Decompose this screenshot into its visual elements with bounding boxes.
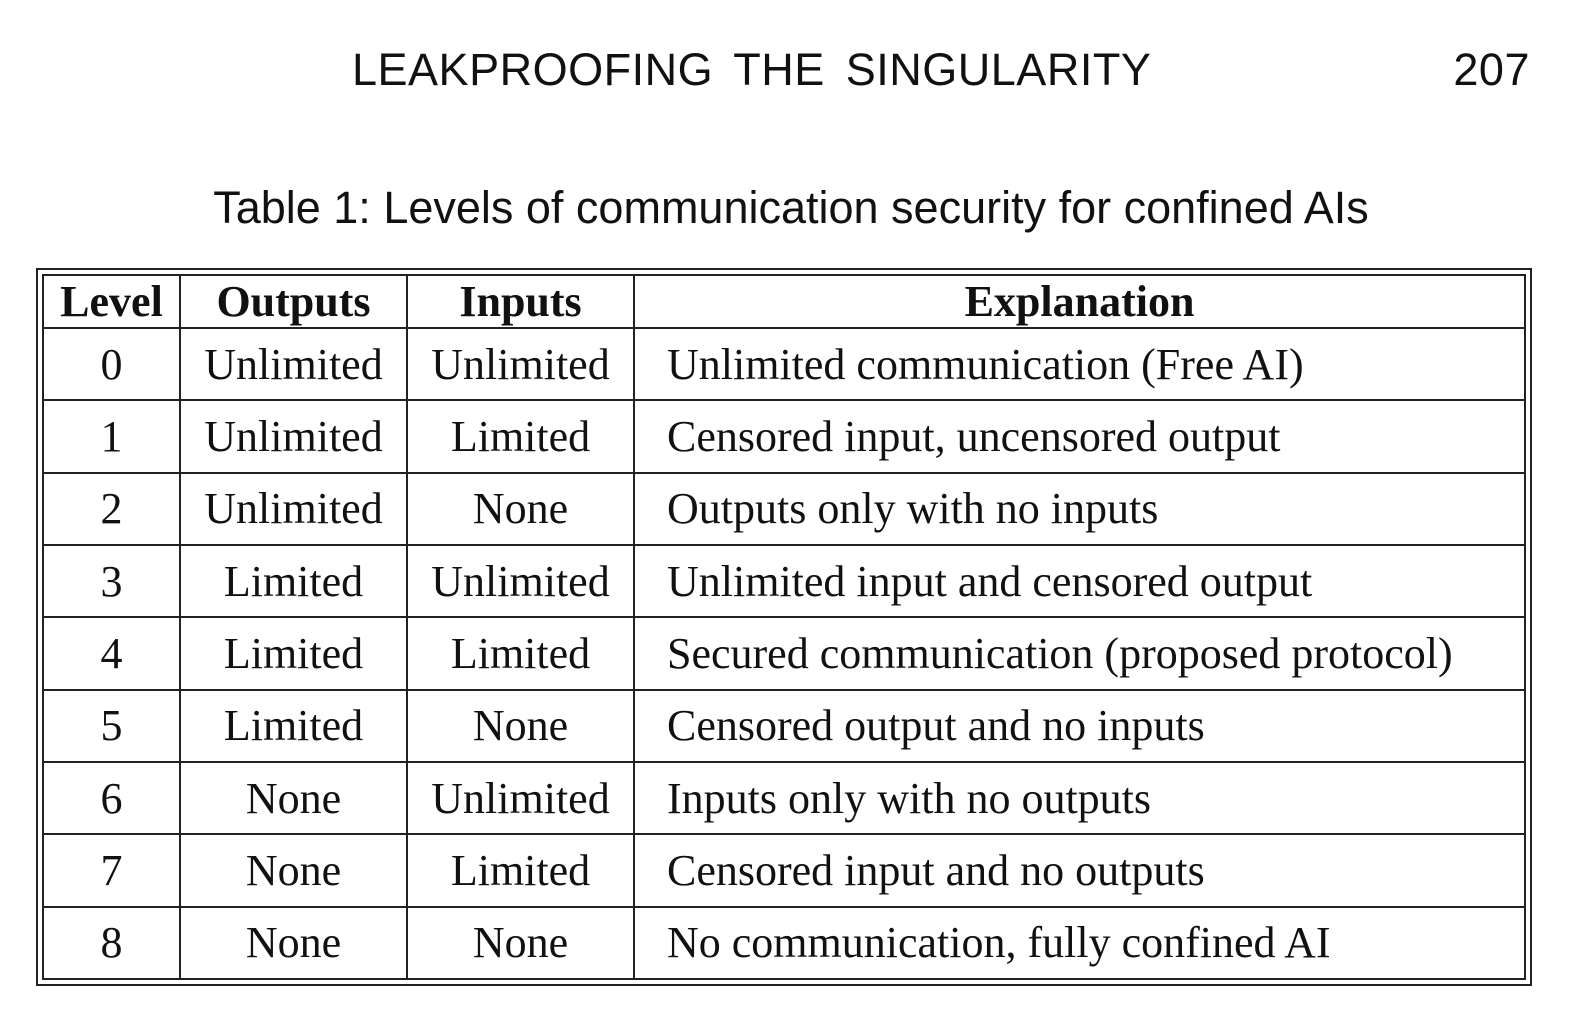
column-header-inputs: Inputs [407, 275, 634, 328]
explanation-cell: Censored input and no outputs [634, 834, 1525, 906]
table-row [43, 328, 1525, 400]
table-row [43, 617, 1525, 689]
table-header-row [43, 275, 1525, 328]
table-row [43, 690, 1525, 762]
inputs-cell: Limited [407, 834, 634, 906]
table-caption: Table 1: Levels of communication security for confined AIs [213, 182, 1369, 233]
inputs-cell: Limited [407, 617, 634, 689]
explanation-cell: No communication, fully confined AI [634, 907, 1525, 979]
inputs-cell: Unlimited [407, 545, 634, 617]
inputs-cell: None [407, 690, 634, 762]
level-cell: 0 [43, 328, 180, 400]
column-header-outputs: Outputs [180, 275, 407, 328]
explanation-cell: Censored input, uncensored output [634, 400, 1525, 472]
inputs-cell: None [407, 907, 634, 979]
column-header-explanation: Explanation [634, 275, 1525, 328]
level-cell: 6 [43, 762, 180, 834]
explanation-cell: Inputs only with no outputs [634, 762, 1525, 834]
table-row [43, 834, 1525, 906]
explanation-cell: Unlimited communication (Free AI) [634, 328, 1525, 400]
level-cell: 4 [43, 617, 180, 689]
level-cell: 1 [43, 400, 180, 472]
outputs-cell: Limited [180, 617, 407, 689]
explanation-cell: Censored output and no inputs [634, 690, 1525, 762]
inputs-cell: Limited [407, 400, 634, 472]
table-row [43, 545, 1525, 617]
outputs-cell: Limited [180, 545, 407, 617]
inputs-cell: Unlimited [407, 328, 634, 400]
outputs-cell: None [180, 907, 407, 979]
running-head [0, 44, 1582, 104]
level-cell: 7 [43, 834, 180, 906]
table-row [43, 762, 1525, 834]
running-title: LEAKPROOFING THE SINGULARITY [352, 44, 1152, 95]
outputs-cell: Unlimited [180, 328, 407, 400]
explanation-cell: Unlimited input and censored output [634, 545, 1525, 617]
outputs-cell: Unlimited [180, 473, 407, 545]
outputs-cell: None [180, 834, 407, 906]
table-row [43, 907, 1525, 979]
table-frame [36, 268, 1532, 986]
outputs-cell: Unlimited [180, 400, 407, 472]
column-header-level: Level [43, 275, 180, 328]
inputs-cell: None [407, 473, 634, 545]
page-number: 207 [1453, 44, 1530, 95]
table-row [43, 400, 1525, 472]
level-cell: 5 [43, 690, 180, 762]
outputs-cell: None [180, 762, 407, 834]
explanation-cell: Outputs only with no inputs [634, 473, 1525, 545]
table-row [43, 473, 1525, 545]
outputs-cell: Limited [180, 690, 407, 762]
level-cell: 2 [43, 473, 180, 545]
communication-levels-table [42, 274, 1526, 980]
level-cell: 8 [43, 907, 180, 979]
explanation-cell: Secured communication (proposed protocol) [634, 617, 1525, 689]
level-cell: 3 [43, 545, 180, 617]
inputs-cell: Unlimited [407, 762, 634, 834]
